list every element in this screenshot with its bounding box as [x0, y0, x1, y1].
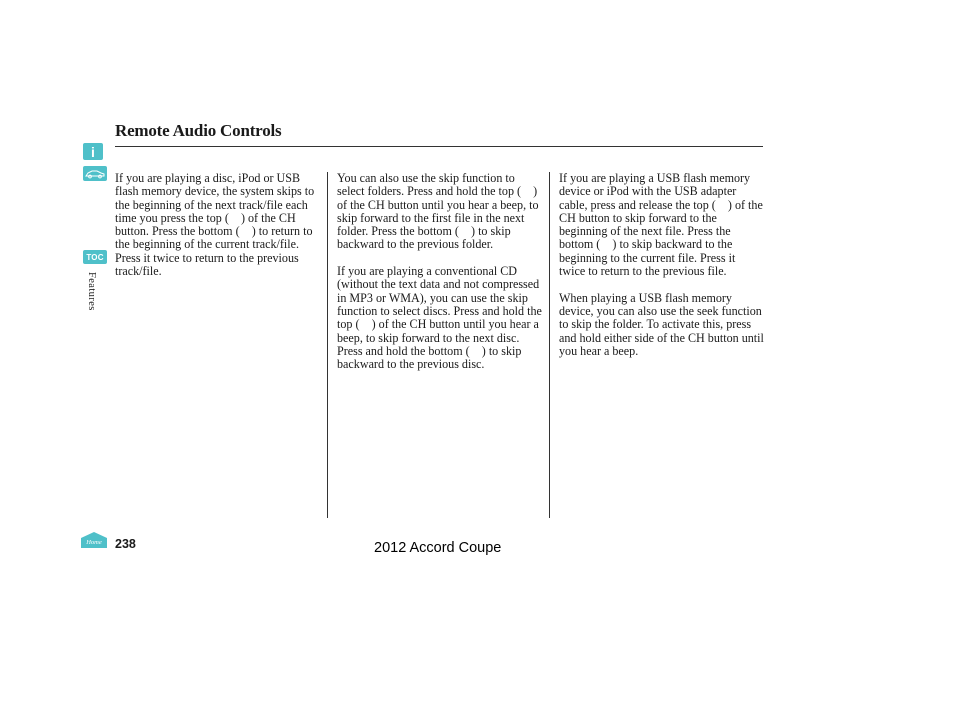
home-icon[interactable] — [80, 531, 108, 549]
column-divider-1 — [327, 172, 328, 518]
info-icon[interactable] — [83, 143, 103, 160]
text-column-3 — [559, 172, 764, 372]
text-column-2 — [337, 172, 543, 385]
info-icon-label: i — [91, 143, 95, 160]
column-divider-2 — [549, 172, 550, 518]
paragraph: If you are playing a USB flash memory device or iPod with the USB adapter cable, press and release the top ( ) of the CH button to skip forward to the beginning of the next file. Press the bottom ( ) to skip backward to the beginning to the current file. Press it twice to return to the previous file. — [559, 171, 763, 279]
text-column-1 — [115, 172, 323, 292]
home-icon-label: Home — [86, 539, 102, 546]
section-title: Remote Audio Controls — [115, 121, 282, 140]
toc-icon[interactable] — [83, 250, 107, 264]
paragraph: If you are playing a disc, iPod or USB flash memory device, the system skips to the beginning of the next track/file each time you press the top ( ) of the CH button. Press the bottom ( ) to return to the beginning of the current track/file. Press it twice to return to the previous track/file. — [115, 171, 315, 279]
car-icon-glyph — [85, 169, 105, 179]
title-rule — [115, 146, 763, 147]
paragraph: If you are playing a conventional CD (without the text data and not compressed in MP3 or WMA), you can use the skip function to select discs. Press and hold the top ( ) of the CH button until you hear a beep, to skip forward to the next disc. Press and hold the bottom ( ) to skip backward to the previous disc. — [337, 264, 542, 372]
paragraph: When playing a USB flash memory device, you can also use the seek function to skip the folder. To activate this, press and hold either side of the CH button until you hear a beep. — [559, 290, 764, 358]
footer-title: 2012 Accord Coupe — [374, 540, 502, 556]
page-number: 238 — [115, 537, 136, 551]
toc-icon-label: TOC — [86, 252, 104, 262]
side-label: Features — [86, 272, 97, 311]
paragraph: You can also use the skip function to select folders. Press and hold the top ( ) of the CH button until you hear a beep, to skip forward to the first file in the next folder. Press the bottom ( ) to skip backward to the previous folder. — [337, 171, 539, 252]
home-icon-glyph — [80, 531, 108, 549]
car-icon[interactable] — [83, 166, 107, 181]
